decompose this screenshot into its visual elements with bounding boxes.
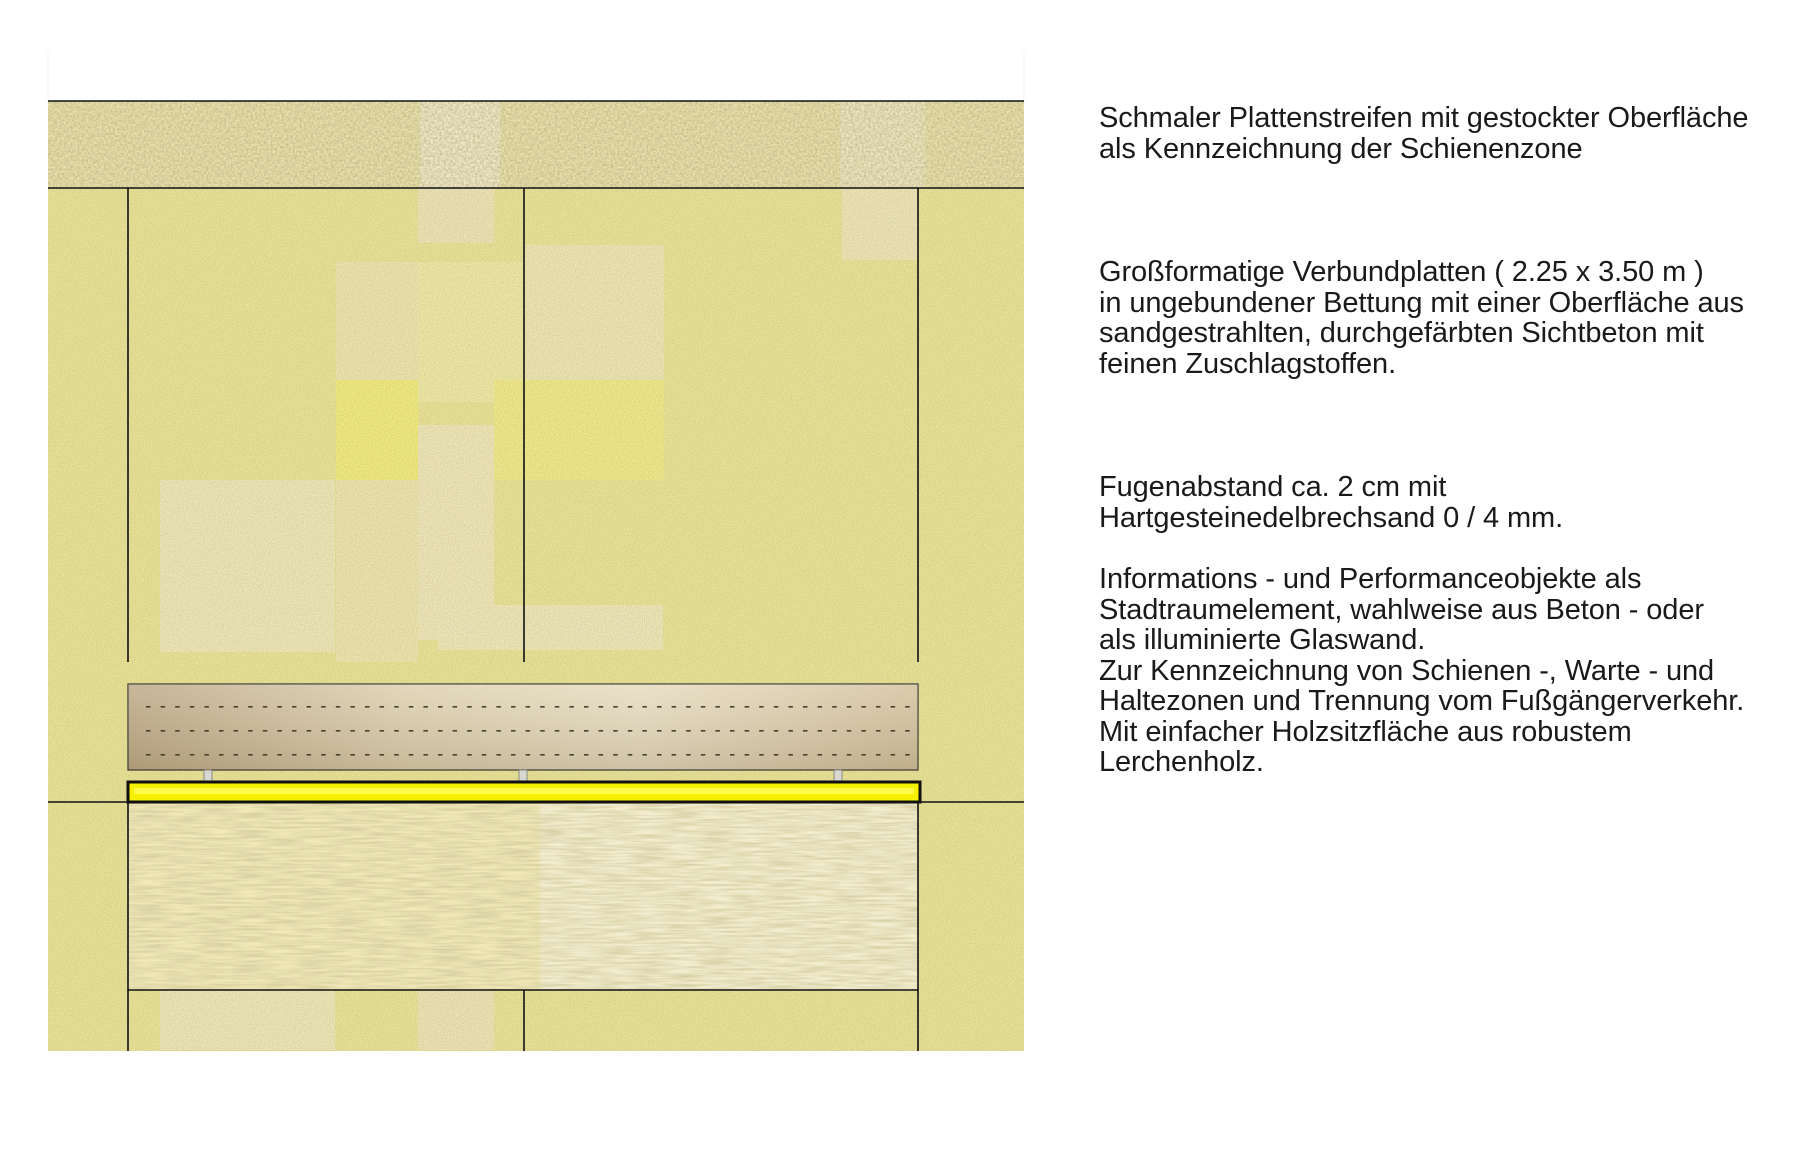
note-joint-spacing	[1099, 472, 1563, 533]
note-rail-zone-stripe	[1099, 103, 1748, 164]
note-line: Lerchenholz.	[1099, 746, 1264, 778]
note-line: Informations - und Performanceobjekte als	[1099, 563, 1642, 595]
note-line: Großformatige Verbundplatten ( 2.25 x 3.50 m )	[1099, 256, 1704, 288]
rail-zone-stripe	[48, 101, 1024, 188]
illuminated-glass-wall	[128, 782, 920, 802]
note-line: sandgestrahlten, durchgefärbten Sichtbeton mit	[1099, 317, 1704, 349]
note-line: Schmaler Plattenstreifen mit gestockter Oberfläche	[1099, 102, 1749, 134]
note-line: Stadtraumelement, wahlweise aus Beton - oder	[1099, 593, 1704, 626]
note-line: Mit einfacher Holzsitzfläche aus robustem	[1099, 715, 1632, 748]
note-large-format-slabs	[1099, 257, 1744, 379]
note-line: Zur Kennzeichnung von Schienen -, Warte - und	[1099, 654, 1715, 687]
note-line: als illuminierte Glaswand.	[1099, 624, 1426, 656]
note-line: Hartgesteinedelbrechsand 0 / 4 mm.	[1099, 501, 1564, 534]
annotation-column	[1099, 0, 1799, 1149]
note-line: in ungebundener Bettung mit einer Oberfläche aus	[1099, 286, 1744, 319]
note-line: als Kennzeichnung der Schienenzone	[1099, 132, 1583, 165]
bench-object	[128, 684, 918, 782]
note-line: Fugenabstand ca. 2 cm mit	[1099, 471, 1447, 503]
sandblasted-slab	[128, 800, 918, 990]
note-line: feinen Zuschlagstoffen.	[1099, 347, 1397, 380]
note-information-objects	[1099, 564, 1744, 778]
note-line: Haltezonen und Trennung vom Fußgängerverkehr.	[1099, 685, 1745, 717]
